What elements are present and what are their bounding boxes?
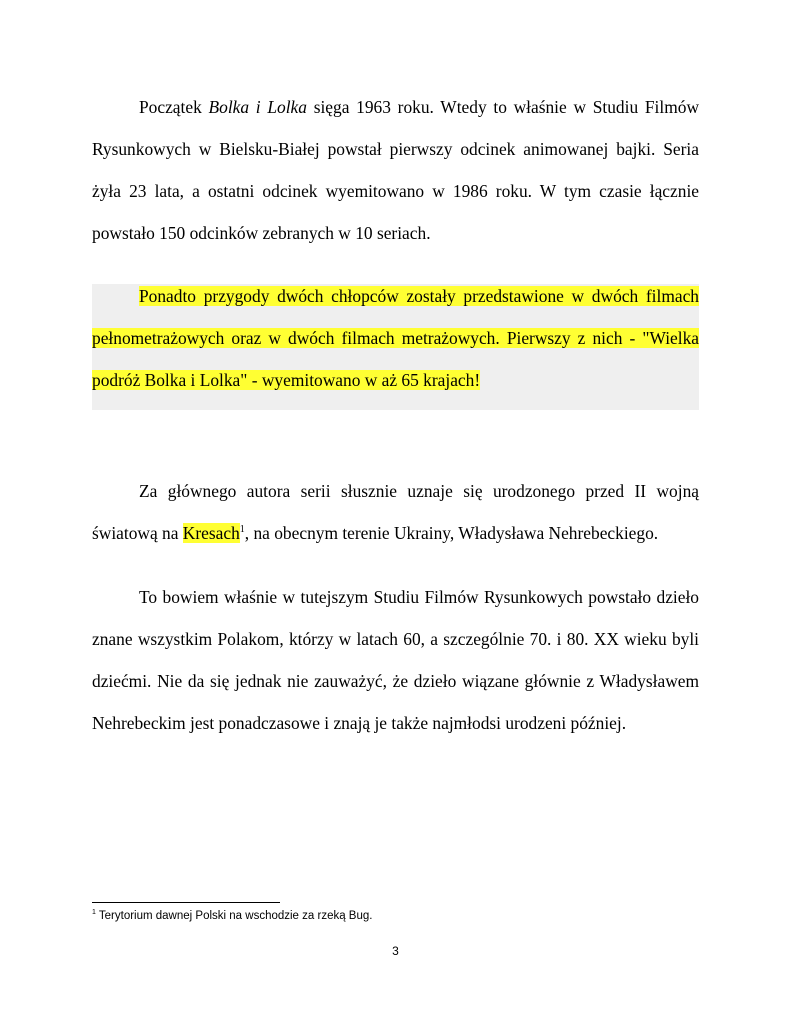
paragraph-history-pre: Początek — [139, 97, 209, 117]
paragraph-history-post: sięga 1963 roku. Wtedy to właśnie w Studiu Filmów Rysunkowych w Bielsku-Białej powstał pierwszy odcinek animowanej bajki. Seria żyła 23 lata, a ostatni odcinek wyemitowano w 1986 roku. W tym czasie łącznie powstało 150 odcinków zebranych w 10 seriach. — [92, 97, 699, 243]
paragraph-studio — [92, 576, 699, 744]
footnote-separator — [92, 902, 280, 903]
series-title: Bolka i Lolka — [208, 97, 307, 117]
paragraph-films — [92, 275, 699, 401]
footnote-number: 1 — [92, 909, 96, 917]
paragraph-studio-text: To bowiem właśnie w tutejszym Studiu Filmów Rysunkowych powstało dzieło znane wszystkim Polakom, którzy w latach 60, a szczególnie 70. i 80. XX wieku byli dziećmi. Nie da się jednak nie zauważyć, że dzieło wiązane głównie z Władysławem Nehrebeckim jest ponadczasowe i znają je także najmłodsi urodzeni później. — [92, 587, 699, 733]
footnote — [92, 910, 372, 922]
paragraph-author-pre: Za głównego autora serii słusznie uznaje się urodzonego przed II wojną światową na — [92, 481, 699, 543]
paragraph-author-post: , na obecnym terenie Ukrainy, Władysława Nehrebeckiego. — [244, 523, 659, 543]
paragraph-films-text: Ponadto przygody dwóch chłopców zostały przedstawione w dwóch filmach pełnometrażowych oraz w dwóch filmach metrażowych. Pierwszy z nich - "Wielka podróż Bolka i Lolka" - wyemitowano w aż 65 krajach! — [92, 286, 699, 390]
highlighted-word-kresach: Kresach — [182, 523, 240, 543]
paragraph-author — [92, 470, 699, 554]
footnote-reference[interactable]: 1 — [239, 524, 245, 536]
footnote-text: Terytorium dawnej Polski na wschodzie za rzeką Bug. — [95, 910, 373, 922]
paragraph-history — [92, 86, 699, 254]
page-number: 3 — [392, 944, 399, 958]
